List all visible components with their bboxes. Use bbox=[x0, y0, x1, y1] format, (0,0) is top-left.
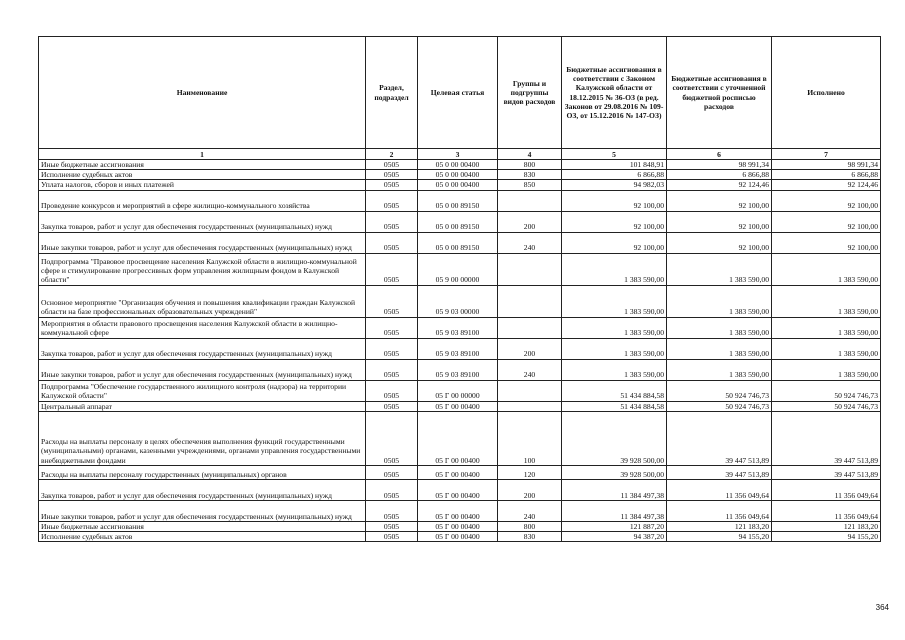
table-row bbox=[39, 180, 881, 190]
row-executed-amount-cell: 92 100,00 bbox=[772, 190, 881, 211]
row-section-cell: 0505 bbox=[366, 160, 418, 170]
row-refined-amount-cell: 92 100,00 bbox=[667, 190, 772, 211]
row-executed-amount-cell: 1 383 590,00 bbox=[772, 253, 881, 285]
row-executed-amount-cell: 11 356 049,64 bbox=[772, 479, 881, 500]
row-section-cell: 0505 bbox=[366, 170, 418, 180]
row-name-cell: Расходы на выплаты персоналу государственных (муниципальных) органов bbox=[39, 465, 366, 479]
header-groups: Группы и подгруппы видов расходов bbox=[498, 37, 562, 149]
row-name-cell: Закупка товаров, работ и услуг для обеспечения государственных (муниципальных) нужд bbox=[39, 479, 366, 500]
row-group-cell bbox=[498, 401, 562, 411]
row-executed-amount-cell: 11 356 049,64 bbox=[772, 500, 881, 521]
row-target-cell: 05 0 00 00400 bbox=[418, 160, 498, 170]
row-name-cell: Исполнение судебных актов bbox=[39, 532, 366, 542]
row-executed-amount-cell: 39 447 513,89 bbox=[772, 465, 881, 479]
row-law-amount-cell: 51 434 884,58 bbox=[562, 401, 667, 411]
row-target-cell: 05 Г 00 00400 bbox=[418, 479, 498, 500]
row-law-amount-cell: 94 982,03 bbox=[562, 180, 667, 190]
row-law-amount-cell: 92 100,00 bbox=[562, 232, 667, 253]
table-row bbox=[39, 160, 881, 170]
row-target-cell: 05 Г 00 00000 bbox=[418, 380, 498, 401]
row-group-cell: 200 bbox=[498, 479, 562, 500]
row-target-cell: 05 9 03 89100 bbox=[418, 338, 498, 359]
row-executed-amount-cell: 1 383 590,00 bbox=[772, 317, 881, 338]
table-row bbox=[39, 411, 881, 465]
row-target-cell: 05 9 03 00000 bbox=[418, 285, 498, 317]
row-target-cell: 05 Г 00 00400 bbox=[418, 500, 498, 521]
row-target-cell: 05 9 03 89100 bbox=[418, 317, 498, 338]
row-section-cell: 0505 bbox=[366, 411, 418, 465]
table-row bbox=[39, 532, 881, 542]
row-group-cell: 200 bbox=[498, 338, 562, 359]
row-refined-amount-cell: 1 383 590,00 bbox=[667, 317, 772, 338]
row-group-cell: 800 bbox=[498, 521, 562, 531]
row-law-amount-cell: 11 384 497,38 bbox=[562, 500, 667, 521]
row-name-cell: Уплата налогов, сборов и иных платежей bbox=[39, 180, 366, 190]
table-row bbox=[39, 479, 881, 500]
row-section-cell: 0505 bbox=[366, 380, 418, 401]
row-target-cell: 05 0 00 89150 bbox=[418, 232, 498, 253]
row-refined-amount-cell: 92 100,00 bbox=[667, 232, 772, 253]
header-refined-allocations: Бюджетные ассигнования в соответствии с уточненной бюджетной росписью расходов bbox=[667, 37, 772, 149]
row-target-cell: 05 Г 00 00400 bbox=[418, 532, 498, 542]
row-target-cell: 05 Г 00 00400 bbox=[418, 465, 498, 479]
row-law-amount-cell: 6 866,88 bbox=[562, 170, 667, 180]
row-section-cell: 0505 bbox=[366, 253, 418, 285]
row-executed-amount-cell: 121 183,20 bbox=[772, 521, 881, 531]
table-row bbox=[39, 380, 881, 401]
row-name-cell: Исполнение судебных актов bbox=[39, 170, 366, 180]
page-number: 364 bbox=[875, 603, 889, 612]
row-executed-amount-cell: 1 383 590,00 bbox=[772, 285, 881, 317]
row-name-cell: Иные закупки товаров, работ и услуг для обеспечения государственных (муниципальных) нужд bbox=[39, 232, 366, 253]
row-group-cell: 100 bbox=[498, 411, 562, 465]
column-number: 6 bbox=[667, 149, 772, 160]
row-refined-amount-cell: 94 155,20 bbox=[667, 532, 772, 542]
row-executed-amount-cell: 1 383 590,00 bbox=[772, 338, 881, 359]
row-group-cell: 240 bbox=[498, 359, 562, 380]
row-section-cell: 0505 bbox=[366, 211, 418, 232]
row-section-cell: 0505 bbox=[366, 359, 418, 380]
row-group-cell bbox=[498, 380, 562, 401]
row-section-cell: 0505 bbox=[366, 500, 418, 521]
row-refined-amount-cell: 92 124,46 bbox=[667, 180, 772, 190]
row-law-amount-cell: 92 100,00 bbox=[562, 190, 667, 211]
row-section-cell: 0505 bbox=[366, 338, 418, 359]
table-row bbox=[39, 285, 881, 317]
row-refined-amount-cell: 1 383 590,00 bbox=[667, 253, 772, 285]
row-law-amount-cell: 11 384 497,38 bbox=[562, 479, 667, 500]
row-law-amount-cell: 101 848,91 bbox=[562, 160, 667, 170]
row-group-cell: 830 bbox=[498, 532, 562, 542]
row-group-cell bbox=[498, 285, 562, 317]
row-target-cell: 05 0 00 00400 bbox=[418, 170, 498, 180]
column-number: 7 bbox=[772, 149, 881, 160]
table-row bbox=[39, 465, 881, 479]
row-refined-amount-cell: 11 356 049,64 bbox=[667, 500, 772, 521]
table-row bbox=[39, 521, 881, 531]
row-name-cell: Подпрограмма "Обеспечение государственного жилищного контроля (надзора) на территории Калужской области" bbox=[39, 380, 366, 401]
row-executed-amount-cell: 94 155,20 bbox=[772, 532, 881, 542]
row-law-amount-cell: 1 383 590,00 bbox=[562, 253, 667, 285]
row-name-cell: Мероприятия в области правового просвещения населения Калужской области в жилищно-коммунальной сфере bbox=[39, 317, 366, 338]
row-name-cell: Иные закупки товаров, работ и услуг для обеспечения государственных (муниципальных) нужд bbox=[39, 359, 366, 380]
row-refined-amount-cell: 39 447 513,89 bbox=[667, 411, 772, 465]
row-name-cell: Центральный аппарат bbox=[39, 401, 366, 411]
row-name-cell: Основное мероприятие "Организация обучения и повышения квалификации граждан Калужской области на базе профессиональных образовательных учреждений" bbox=[39, 285, 366, 317]
table-row bbox=[39, 253, 881, 285]
header-section: Раздел, подраздел bbox=[366, 37, 418, 149]
header-target: Целевая статья bbox=[418, 37, 498, 149]
row-refined-amount-cell: 1 383 590,00 bbox=[667, 338, 772, 359]
row-group-cell: 240 bbox=[498, 232, 562, 253]
row-name-cell: Иные бюджетные ассигнования bbox=[39, 160, 366, 170]
table-row bbox=[39, 232, 881, 253]
row-group-cell bbox=[498, 317, 562, 338]
column-number: 2 bbox=[366, 149, 418, 160]
row-section-cell: 0505 bbox=[366, 521, 418, 531]
row-target-cell: 05 Г 00 00400 bbox=[418, 401, 498, 411]
column-number: 1 bbox=[39, 149, 366, 160]
row-name-cell: Расходы на выплаты персоналу в целях обеспечения выполнения функций государственными (муниципальными) органами, казенными учреждениями, органами управления государственными внебюджетными фондами bbox=[39, 411, 366, 465]
column-number: 5 bbox=[562, 149, 667, 160]
row-executed-amount-cell: 92 100,00 bbox=[772, 211, 881, 232]
row-target-cell: 05 9 03 89100 bbox=[418, 359, 498, 380]
row-group-cell: 240 bbox=[498, 500, 562, 521]
row-group-cell: 830 bbox=[498, 170, 562, 180]
column-number: 3 bbox=[418, 149, 498, 160]
row-executed-amount-cell: 50 924 746,73 bbox=[772, 401, 881, 411]
row-executed-amount-cell: 98 991,34 bbox=[772, 160, 881, 170]
row-executed-amount-cell: 1 383 590,00 bbox=[772, 359, 881, 380]
row-group-cell: 850 bbox=[498, 180, 562, 190]
column-number-row bbox=[39, 149, 881, 160]
row-name-cell: Закупка товаров, работ и услуг для обеспечения государственных (муниципальных) нужд bbox=[39, 338, 366, 359]
row-executed-amount-cell: 92 100,00 bbox=[772, 232, 881, 253]
row-refined-amount-cell: 1 383 590,00 bbox=[667, 285, 772, 317]
table-row bbox=[39, 317, 881, 338]
row-refined-amount-cell: 11 356 049,64 bbox=[667, 479, 772, 500]
table-row bbox=[39, 190, 881, 211]
row-refined-amount-cell: 98 991,34 bbox=[667, 160, 772, 170]
row-law-amount-cell: 51 434 884,58 bbox=[562, 380, 667, 401]
table-row bbox=[39, 211, 881, 232]
row-section-cell: 0505 bbox=[366, 285, 418, 317]
row-law-amount-cell: 1 383 590,00 bbox=[562, 317, 667, 338]
row-name-cell: Проведение конкурсов и мероприятий в сфере жилищно-коммунального хозяйства bbox=[39, 190, 366, 211]
row-name-cell: Подпрограмма "Правовое просвещение населения Калужской области в жилищно-коммунальной сфере и стимулирование прогрессивных форм управления жилищным фондом в Калужской области" bbox=[39, 253, 366, 285]
row-refined-amount-cell: 50 924 746,73 bbox=[667, 380, 772, 401]
row-name-cell: Иные бюджетные ассигнования bbox=[39, 521, 366, 531]
row-section-cell: 0505 bbox=[366, 232, 418, 253]
row-section-cell: 0505 bbox=[366, 180, 418, 190]
row-target-cell: 05 Г 00 00400 bbox=[418, 521, 498, 531]
budget-table bbox=[38, 36, 881, 542]
row-law-amount-cell: 94 387,20 bbox=[562, 532, 667, 542]
header-name: Наименование bbox=[39, 37, 366, 149]
row-target-cell: 05 0 00 89150 bbox=[418, 211, 498, 232]
row-section-cell: 0505 bbox=[366, 465, 418, 479]
row-law-amount-cell: 92 100,00 bbox=[562, 211, 667, 232]
table-row bbox=[39, 338, 881, 359]
table-header bbox=[39, 37, 881, 149]
table-body bbox=[39, 149, 881, 542]
row-executed-amount-cell: 50 924 746,73 bbox=[772, 380, 881, 401]
row-refined-amount-cell: 121 183,20 bbox=[667, 521, 772, 531]
row-group-cell bbox=[498, 190, 562, 211]
row-group-cell: 800 bbox=[498, 160, 562, 170]
row-group-cell: 200 bbox=[498, 211, 562, 232]
row-section-cell: 0505 bbox=[366, 190, 418, 211]
row-target-cell: 05 Г 00 00400 bbox=[418, 411, 498, 465]
table-row bbox=[39, 401, 881, 411]
table-row bbox=[39, 170, 881, 180]
row-section-cell: 0505 bbox=[366, 532, 418, 542]
row-group-cell: 120 bbox=[498, 465, 562, 479]
row-executed-amount-cell: 92 124,46 bbox=[772, 180, 881, 190]
row-name-cell: Иные закупки товаров, работ и услуг для обеспечения государственных (муниципальных) нужд bbox=[39, 500, 366, 521]
row-target-cell: 05 0 00 00400 bbox=[418, 180, 498, 190]
row-refined-amount-cell: 92 100,00 bbox=[667, 211, 772, 232]
row-refined-amount-cell: 6 866,88 bbox=[667, 170, 772, 180]
row-refined-amount-cell: 1 383 590,00 bbox=[667, 359, 772, 380]
row-law-amount-cell: 39 928 500,00 bbox=[562, 465, 667, 479]
row-executed-amount-cell: 6 866,88 bbox=[772, 170, 881, 180]
row-law-amount-cell: 1 383 590,00 bbox=[562, 285, 667, 317]
row-section-cell: 0505 bbox=[366, 479, 418, 500]
row-executed-amount-cell: 39 447 513,89 bbox=[772, 411, 881, 465]
row-law-amount-cell: 121 887,20 bbox=[562, 521, 667, 531]
table-row bbox=[39, 500, 881, 521]
row-target-cell: 05 0 00 89150 bbox=[418, 190, 498, 211]
table-row bbox=[39, 359, 881, 380]
header-law-allocations: Бюджетные ассигнования в соответствии с Законом Калужской области от 18.12.2015 № 36-ОЗ (в ред. Законов от 29.08.2016 № 109-ОЗ, от 15.12.2016 № 147-ОЗ) bbox=[562, 37, 667, 149]
row-section-cell: 0505 bbox=[366, 401, 418, 411]
row-name-cell: Закупка товаров, работ и услуг для обеспечения государственных (муниципальных) нужд bbox=[39, 211, 366, 232]
row-law-amount-cell: 1 383 590,00 bbox=[562, 359, 667, 380]
header-executed: Исполнено bbox=[772, 37, 881, 149]
column-number: 4 bbox=[498, 149, 562, 160]
row-group-cell bbox=[498, 253, 562, 285]
row-refined-amount-cell: 39 447 513,89 bbox=[667, 465, 772, 479]
row-target-cell: 05 9 00 00000 bbox=[418, 253, 498, 285]
row-section-cell: 0505 bbox=[366, 317, 418, 338]
row-law-amount-cell: 1 383 590,00 bbox=[562, 338, 667, 359]
row-refined-amount-cell: 50 924 746,73 bbox=[667, 401, 772, 411]
row-law-amount-cell: 39 928 500,00 bbox=[562, 411, 667, 465]
